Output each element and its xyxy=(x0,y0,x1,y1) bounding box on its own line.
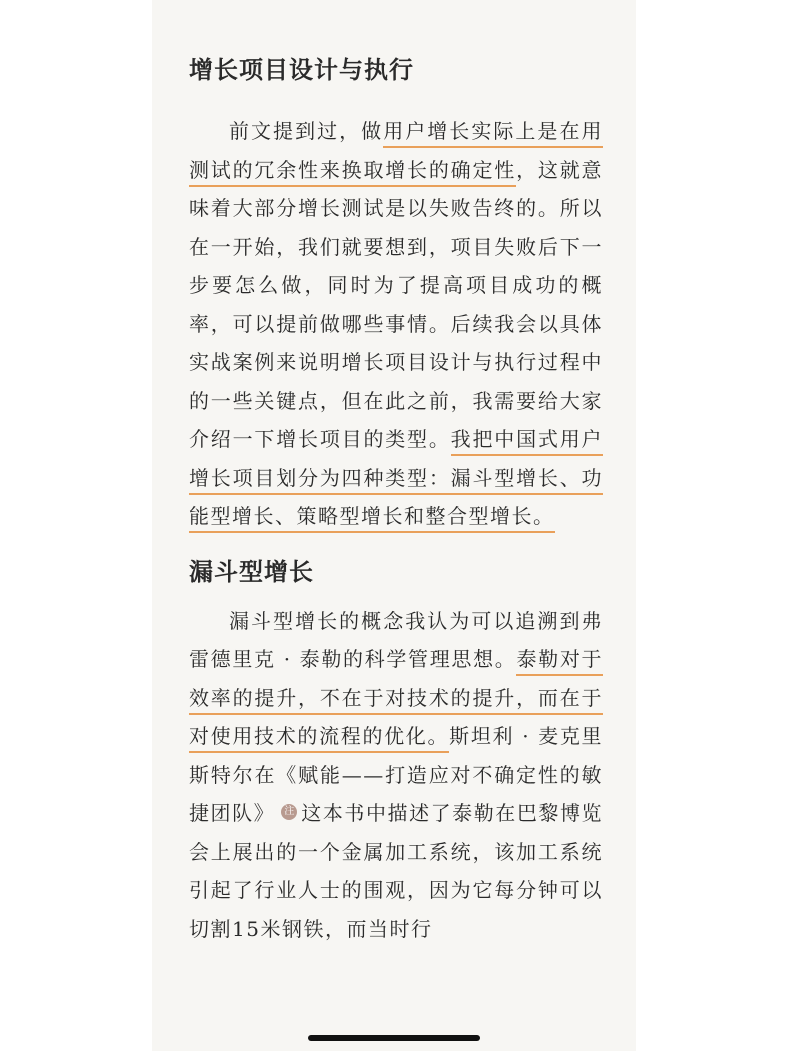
page-content xyxy=(189,50,603,948)
section-title-funnel-growth: 漏斗型增长 xyxy=(189,557,314,586)
paragraph-text: ，这就意味着大部分增长测试是以失败告终的。所以在一开始，我们就要想到，项目失败后下一步要怎么做，同时为了提高项目成功的概率，可以提前做哪些事情。后续我会以具体实战案例来说明增长项目设计与执行过程中的一些关键点，但在此之前，我需要给大家介绍一下增长项目的类型。 xyxy=(189,157,604,451)
paragraph-text: 这本书中描述了泰勒在巴黎博览会上展出的一个金属加工系统，该加工系统引起了行业人士的围观，因为它每分钟可以切割15米钢铁，而当时行 xyxy=(189,801,604,941)
section-title-growth-project: 增长项目设计与执行 xyxy=(189,56,414,84)
book-page[interactable] xyxy=(152,0,636,1051)
highlighted-text[interactable]: 用户增长实际上是在用测试的冗余性来换取增长的确定性 xyxy=(189,119,603,187)
footnote-icon[interactable]: 注 xyxy=(281,804,297,820)
paragraph-text: 斯坦利 · 麦克里斯特尔在《赋能——打造应对不确定性的敏捷团队》 xyxy=(189,724,604,825)
bottom-fade xyxy=(152,990,636,1051)
paragraph-text: 漏斗型增长的概念我认为可以追溯到弗雷德里克 · 泰勒的科学管理思想。 xyxy=(189,608,603,671)
highlighted-text[interactable]: 我把中国式用户增长项目划分为四种类型：漏斗型增长、功能型增长、策略型增长和整合型增长。 xyxy=(189,427,603,533)
highlighted-text[interactable]: 泰勒对于效率的提升，不在于对技术的提升，而在于对使用技术的流程的优化。 xyxy=(189,647,603,753)
paragraph-intro xyxy=(189,112,603,536)
paragraph-text: 前文提到过，做 xyxy=(229,119,384,143)
paragraph-funnel xyxy=(189,602,603,949)
home-indicator[interactable] xyxy=(308,1035,480,1041)
